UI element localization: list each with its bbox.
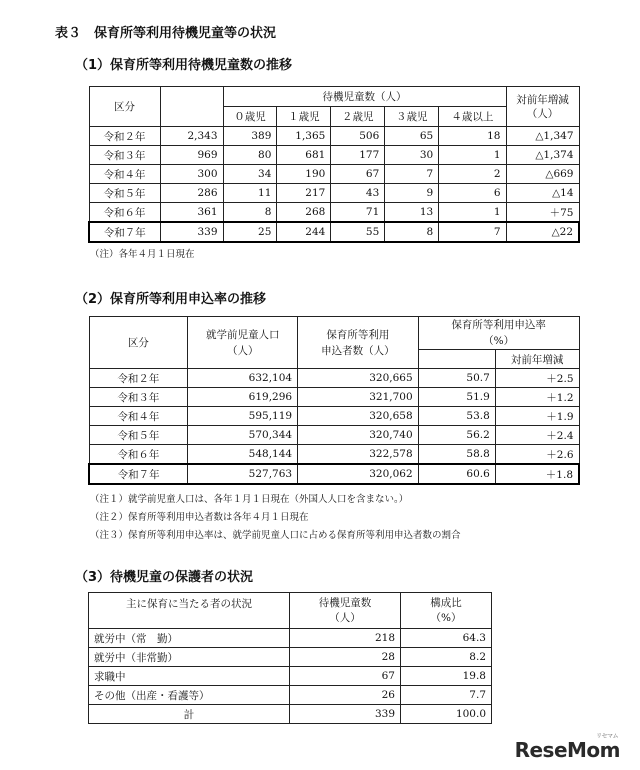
- header-yoy: [506, 87, 579, 127]
- cell-age4plus: 18: [439, 127, 506, 146]
- row-label: 令和３年: [89, 388, 188, 407]
- cell-total: 2,343: [160, 127, 223, 146]
- cell-population: 619,296: [188, 388, 298, 407]
- cell-age4plus: 6: [439, 184, 506, 203]
- total-label: 計: [89, 705, 290, 724]
- header-applicants-line2: 申込者数（人）: [321, 344, 395, 357]
- cell-age4plus: 2: [439, 165, 506, 184]
- cell-age1: 681: [277, 146, 331, 165]
- cell-age1: 244: [277, 222, 331, 242]
- cell-rate: 51.9: [418, 388, 495, 407]
- header-age4plus: ４歳以上: [439, 107, 506, 127]
- section2-note-3: （注３）保育所等利用申込率は、就学前児童人口に占める保育所等利用申込者数の割合: [90, 530, 461, 541]
- section3-title: （3）待機児童の保護者の状況: [75, 570, 254, 585]
- application-rate-table: [88, 316, 580, 485]
- cell-total: 339: [160, 222, 223, 242]
- cell-applicants: 322,578: [298, 445, 419, 465]
- total-count: 339: [290, 705, 401, 724]
- cell-population: 595,119: [188, 407, 298, 426]
- section2-note-1: （注１）就学前児童人口は、各年１月１日現在（外国人人口を含まない。）: [90, 494, 409, 505]
- header-waiting-count: 待機児童数（人）: [223, 87, 506, 107]
- waiting-children-table: [88, 86, 580, 243]
- header-count: [290, 593, 401, 629]
- header-yoy-line2: （人）: [526, 107, 559, 120]
- cell-total: 300: [160, 165, 223, 184]
- row-label: 令和２年: [89, 127, 160, 146]
- cell-rate: 53.8: [418, 407, 495, 426]
- header-status: 主に保育に当たる者の状況: [89, 593, 290, 629]
- table-row: [89, 686, 492, 705]
- cell-yoy: ＋75: [506, 203, 579, 223]
- row-label: 令和５年: [89, 184, 160, 203]
- cell-age2: 43: [331, 184, 385, 203]
- cell-population: 548,144: [188, 445, 298, 465]
- header-age0: ０歳児: [223, 107, 277, 127]
- cell-yoy: △14: [506, 184, 579, 203]
- row-label: 令和７年: [89, 464, 188, 484]
- header-rate: [418, 317, 579, 350]
- table-row: [89, 426, 579, 445]
- cell-rate-yoy: ＋1.8: [495, 464, 579, 484]
- cell-count: 218: [290, 629, 401, 648]
- cell-yoy: △1,347: [506, 127, 579, 146]
- cell-age1: 190: [277, 165, 331, 184]
- header-population-line1: 就学前児童人口: [205, 328, 280, 341]
- cell-population: 570,344: [188, 426, 298, 445]
- cell-count: 28: [290, 648, 401, 667]
- cell-applicants: 320,062: [298, 464, 419, 484]
- resemom-logo: [514, 733, 620, 762]
- logo-text: ReseMom: [514, 738, 620, 762]
- cell-age1: 217: [277, 184, 331, 203]
- header-ratio: [401, 593, 492, 629]
- cell-age2: 71: [331, 203, 385, 223]
- table-row-highlighted: [89, 222, 579, 242]
- cell-total: 969: [160, 146, 223, 165]
- table-row: [89, 165, 579, 184]
- row-label: 令和５年: [89, 426, 188, 445]
- cell-ratio: 19.8: [401, 667, 492, 686]
- cell-age0: 25: [223, 222, 277, 242]
- table-row: [89, 388, 579, 407]
- table-row: [89, 184, 579, 203]
- cell-rate: 58.8: [418, 445, 495, 465]
- cell-applicants: 320,665: [298, 369, 419, 388]
- header-applicants-line1: 保育所等利用: [326, 328, 390, 341]
- cell-age2: 55: [331, 222, 385, 242]
- row-label: 令和７年: [89, 222, 160, 242]
- cell-age0: 80: [223, 146, 277, 165]
- row-label: 令和４年: [89, 407, 188, 426]
- total-ratio: 100.0: [401, 705, 492, 724]
- section2-note-2: （注２）保育所等利用申込者数は各年４月１日現在: [90, 512, 309, 523]
- row-label: 令和６年: [89, 203, 160, 223]
- header-ratio-line1: 構成比: [430, 596, 462, 609]
- header-applicants: [298, 317, 419, 369]
- cell-yoy: △22: [506, 222, 579, 242]
- cell-age3: 9: [385, 184, 439, 203]
- table-row: [89, 203, 579, 223]
- cell-age1: 268: [277, 203, 331, 223]
- header-count-line2: （人）: [329, 611, 361, 624]
- cell-age0: 8: [223, 203, 277, 223]
- cell-population: 527,763: [188, 464, 298, 484]
- cell-age0: 11: [223, 184, 277, 203]
- table-row: [89, 407, 579, 426]
- cell-age4plus: 7: [439, 222, 506, 242]
- table-row: [89, 629, 492, 648]
- cell-applicants: 321,700: [298, 388, 419, 407]
- cell-total: 361: [160, 203, 223, 223]
- cell-rate: 60.6: [418, 464, 495, 484]
- cell-age4plus: 1: [439, 146, 506, 165]
- row-label: 令和３年: [89, 146, 160, 165]
- row-label: 就労中（常 勤）: [89, 629, 290, 648]
- header-kubun: 区分: [89, 317, 188, 369]
- section2-title: （2）保育所等利用申込率の推移: [75, 292, 267, 307]
- row-label: 令和６年: [89, 445, 188, 465]
- row-label: その他（出産・看護等）: [89, 686, 290, 705]
- section1-note: （注）各年４月１日現在: [90, 249, 195, 260]
- cell-yoy: △1,374: [506, 146, 579, 165]
- header-rate-yoy: 対前年増減: [495, 350, 579, 369]
- header-total-blank: [160, 87, 223, 127]
- cell-rate-yoy: ＋2.4: [495, 426, 579, 445]
- cell-age3: 30: [385, 146, 439, 165]
- header-rate-blank: [418, 350, 495, 369]
- cell-ratio: 64.3: [401, 629, 492, 648]
- row-label: 就労中（非常勤）: [89, 648, 290, 667]
- table-row: [89, 369, 579, 388]
- cell-age4plus: 1: [439, 203, 506, 223]
- cell-age3: 8: [385, 222, 439, 242]
- cell-rate-yoy: ＋1.9: [495, 407, 579, 426]
- header-rate-line2: （%）: [483, 335, 515, 347]
- header-age1: １歳児: [277, 107, 331, 127]
- page-title: 表３ 保育所等利用待機児童等の状況: [55, 26, 277, 41]
- cell-ratio: 8.2: [401, 648, 492, 667]
- table-row: [89, 445, 579, 465]
- header-age3: ３歳児: [385, 107, 439, 127]
- header-count-line1: 待機児童数: [318, 596, 372, 609]
- header-population-line2: （人）: [226, 344, 259, 357]
- cell-applicants: 320,740: [298, 426, 419, 445]
- cell-rate: 50.7: [418, 369, 495, 388]
- table-row-total: [89, 705, 492, 724]
- cell-age0: 389: [223, 127, 277, 146]
- cell-total: 286: [160, 184, 223, 203]
- table-row: [89, 648, 492, 667]
- table-row: [89, 667, 492, 686]
- logo-sub: リセマム: [596, 733, 618, 740]
- cell-yoy: △669: [506, 165, 579, 184]
- cell-rate-yoy: ＋2.5: [495, 369, 579, 388]
- header-population: [188, 317, 298, 369]
- cell-age2: 177: [331, 146, 385, 165]
- guardian-status-table: [88, 592, 492, 724]
- cell-age3: 13: [385, 203, 439, 223]
- cell-age2: 506: [331, 127, 385, 146]
- cell-rate: 56.2: [418, 426, 495, 445]
- cell-count: 26: [290, 686, 401, 705]
- header-ratio-line2: （%）: [430, 611, 462, 624]
- cell-age2: 67: [331, 165, 385, 184]
- row-label: 令和２年: [89, 369, 188, 388]
- cell-age0: 34: [223, 165, 277, 184]
- header-rate-line1: 保育所等利用申込率: [451, 319, 546, 331]
- table-row-highlighted: [89, 464, 579, 484]
- row-label: 求職中: [89, 667, 290, 686]
- cell-age1: 1,365: [277, 127, 331, 146]
- header-age2: ２歳児: [331, 107, 385, 127]
- cell-rate-yoy: ＋1.2: [495, 388, 579, 407]
- section1-title: （1）保育所等利用待機児童数の推移: [75, 58, 293, 73]
- table-row: [89, 127, 579, 146]
- cell-rate-yoy: ＋2.6: [495, 445, 579, 465]
- cell-ratio: 7.7: [401, 686, 492, 705]
- table-row: [89, 146, 579, 165]
- cell-count: 67: [290, 667, 401, 686]
- header-yoy-line1: 対前年増減: [516, 93, 569, 106]
- row-label: 令和４年: [89, 165, 160, 184]
- cell-applicants: 320,658: [298, 407, 419, 426]
- header-kubun: 区分: [89, 87, 160, 127]
- cell-population: 632,104: [188, 369, 298, 388]
- cell-age3: 65: [385, 127, 439, 146]
- cell-age3: 7: [385, 165, 439, 184]
